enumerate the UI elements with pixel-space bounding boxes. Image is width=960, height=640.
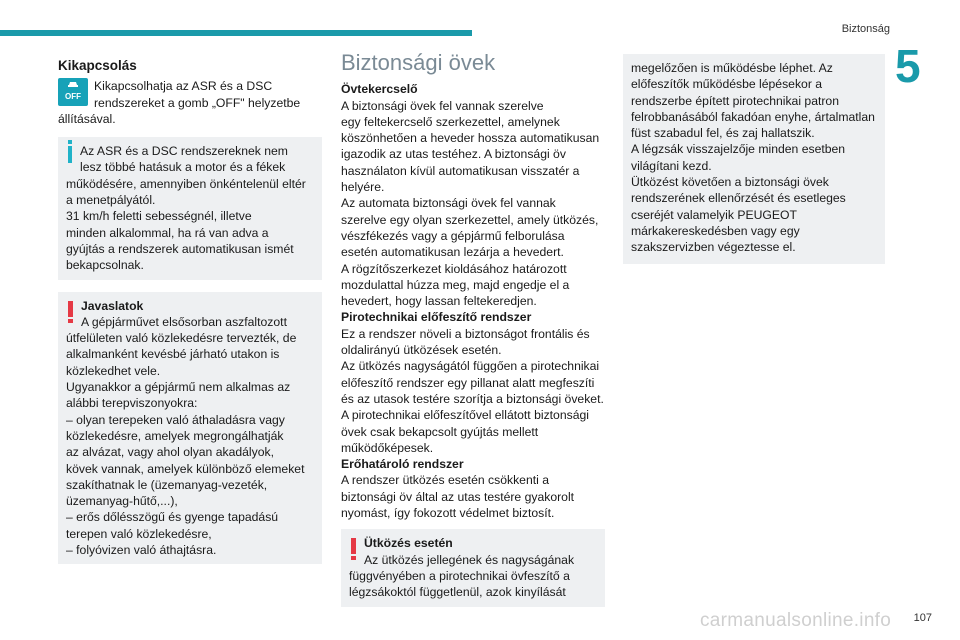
text-line: Kikapcsolhatja az ASR és a DSC: [94, 79, 273, 94]
warning-box-javaslatok: [58, 292, 322, 565]
text-line: terepen való közlekedésre,: [66, 526, 212, 541]
text-line: Az ütközés jellegének és nagyságának: [364, 552, 575, 567]
text-line: hevedert, hogy lassan feltekeredjen.: [341, 294, 537, 309]
text-line: útfelületen való közlekedésre tervezték, de: [66, 331, 297, 346]
continued-warning-text: [631, 60, 877, 256]
text-line: felrobbanásából fakadóan enyhe, ártalmatlan: [631, 109, 875, 124]
continued-warning-box: [623, 54, 885, 264]
text-line: alkalmanként kevésbé járható utakon is: [66, 347, 280, 362]
section-body: [341, 326, 605, 456]
text-line: minden alkalommal, ha rá van adva a: [66, 225, 269, 240]
text-line: igazodik az utas testéhez. A biztonsági öv: [341, 147, 566, 162]
warning-box-text: [66, 314, 314, 558]
text-line: nyomást, így fokozott védelmet biztosít.: [341, 506, 555, 521]
text-line: és az utasok testére szorítja a biztonsági öveket.: [341, 391, 604, 406]
off-button-icon: [58, 78, 88, 106]
warning-box-utkozes: [341, 529, 605, 606]
page-number: 107: [913, 612, 932, 624]
text-line: Az automata biztonsági övek fel vannak: [341, 196, 556, 211]
text-line: az alvázat, vagy ahol olyan akadályok,: [66, 445, 274, 460]
text-line: közlekedhet vele.: [66, 363, 161, 378]
warning-icon: [351, 538, 356, 554]
info-box-text: [66, 143, 314, 273]
text-line: alábbi terepviszonyokra:: [66, 396, 198, 411]
column-left: [58, 58, 322, 564]
info-icon: [68, 146, 72, 163]
car-skid-icon: [67, 79, 79, 89]
text-line: előfeszítők működésbe lépésekor a: [631, 77, 823, 92]
warning-box-title: Javaslatok: [81, 298, 144, 313]
text-line: egy feltekercselő szerkezettel, amelynek: [341, 114, 560, 129]
text-line: megelőzően is működésbe léphet. Az: [631, 61, 833, 75]
text-line: világítani kezd.: [631, 158, 712, 173]
text-line: A rendszer ütközés esetén csökkenti a: [341, 473, 549, 488]
text-line: – olyan terepeken való áthaladásra vagy: [66, 412, 285, 427]
text-line: A pirotechnikai előfeszítővel ellátott biztonsági: [341, 408, 589, 423]
text-line: – folyóvizen való áthajtásra.: [66, 543, 217, 558]
heading-kikapcsolas: Kikapcsolás: [58, 58, 137, 73]
section-heading: Erőhatároló rendszer: [341, 457, 464, 472]
text-line: Ugyanakkor a gépjármű nem alkalmas az: [66, 380, 291, 395]
text-line: A légzsák visszajelzője minden esetben: [631, 142, 846, 157]
text-line: esetén automatikusan lezárja a hevedert.: [341, 245, 564, 260]
text-line: állításával.: [58, 111, 116, 126]
text-line: Ez a rendszer növeli a biztonságot frontális és: [341, 326, 590, 341]
text-line: közlekedésre, amelyek megrongálhatják: [66, 428, 284, 443]
column-right: [623, 54, 885, 264]
text-line: A rögzítőszerkezet kioldásához határozott: [341, 261, 567, 276]
text-line: lesz többé hatásuk a motor és a fékek: [80, 160, 286, 175]
text-line: üzemanyag-hűtő,...),: [66, 494, 178, 509]
text-line: Ütközést követően a biztonsági övek: [631, 175, 829, 190]
text-line: rendszerbe épített pirotechnikai patron: [631, 93, 839, 108]
watermark: carmanualsonline.info: [700, 610, 892, 631]
text-line: vészfékezés vagy a gépjármű felborulása: [341, 228, 565, 243]
text-line: oldalirányú ütközések esetén.: [341, 343, 502, 358]
text-line: biztonsági öv által az utas testére gyakorolt: [341, 489, 575, 504]
text-line: függvényében a pirotechnikai övfeszítő a: [349, 568, 570, 583]
intro-block: [58, 78, 322, 127]
text-line: márkakereskedésben vagy egy: [631, 223, 800, 238]
text-line: Az ASR és a DSC rendszereknek nem: [80, 144, 288, 159]
section-title: Biztonság: [841, 23, 890, 35]
text-line: füst szabadul fel, és zaj hallatszik.: [631, 126, 815, 141]
warning-icon: [68, 301, 73, 317]
warning-box-text: [349, 552, 597, 601]
text-line: cseréjét valamelyik PEUGEOT: [631, 207, 797, 222]
section-heading: Övtekercselő: [341, 82, 418, 97]
text-line: mozdulattal húzza meg, majd engedje el a: [341, 277, 570, 292]
text-line: szakszervizben végeztesse el.: [631, 240, 796, 255]
text-line: szerelve egy olyan szerkezettel, amely ütközés,: [341, 212, 599, 227]
column-middle: [341, 50, 605, 607]
text-line: a menetpályától.: [66, 193, 156, 208]
text-line: légzsákoktól függetlenül, azok kinyílását: [349, 585, 566, 600]
text-line: övek csak bekapcsolt gyújtás mellett: [341, 424, 539, 439]
text-line: előfeszítő rendszer egy pillanat alatt megfeszíti: [341, 375, 595, 390]
info-box: [58, 137, 322, 279]
off-badge-text: OFF: [65, 92, 81, 102]
text-line: rendszerének ellenőrzését és esetleges: [631, 191, 846, 206]
section-body: [341, 472, 605, 521]
text-line: A gépjárművet elsősorban aszfaltozott: [81, 314, 287, 329]
page-title: Biztonsági övek: [341, 50, 496, 75]
text-line: A biztonsági övek fel vannak szerelve: [341, 98, 544, 113]
text-line: köszönhetően a heveder hossza automatikusan: [341, 131, 600, 146]
seatbelt-sections: [341, 81, 605, 521]
text-line: helyére.: [341, 180, 385, 195]
section-body: [341, 98, 605, 310]
section-heading: Pirotechnikai előfeszítő rendszer: [341, 310, 532, 325]
text-line: használaton kívül automatikusan visszatér a: [341, 163, 580, 178]
warning-box-title: Ütközés esetén: [364, 536, 453, 551]
text-line: Az ütközés nagyságától függően a pirotechnikai: [341, 359, 600, 374]
text-line: rendszereket a gomb „OFF" helyzetbe: [94, 95, 301, 110]
text-line: szakíthatnak le (üzemanyag-vezeték,: [66, 477, 268, 492]
text-line: kövek vannak, amelyek különböző elemeket: [66, 461, 305, 476]
intro-text: [58, 78, 322, 127]
text-line: – erős dőlésszögű és gyenge tapadású: [66, 510, 279, 525]
text-line: bekapcsolnak.: [66, 258, 144, 273]
text-line: 31 km/h feletti sebességnél, illetve: [66, 209, 252, 224]
text-line: működőképesek.: [341, 440, 434, 455]
chapter-number: 5: [895, 40, 921, 92]
header-accent-bar: [0, 30, 472, 36]
text-line: működésére, amennyiben önkéntelenül eltér: [66, 176, 306, 191]
text-line: gyújtás a rendszerek automatikusan ismét: [66, 241, 294, 256]
